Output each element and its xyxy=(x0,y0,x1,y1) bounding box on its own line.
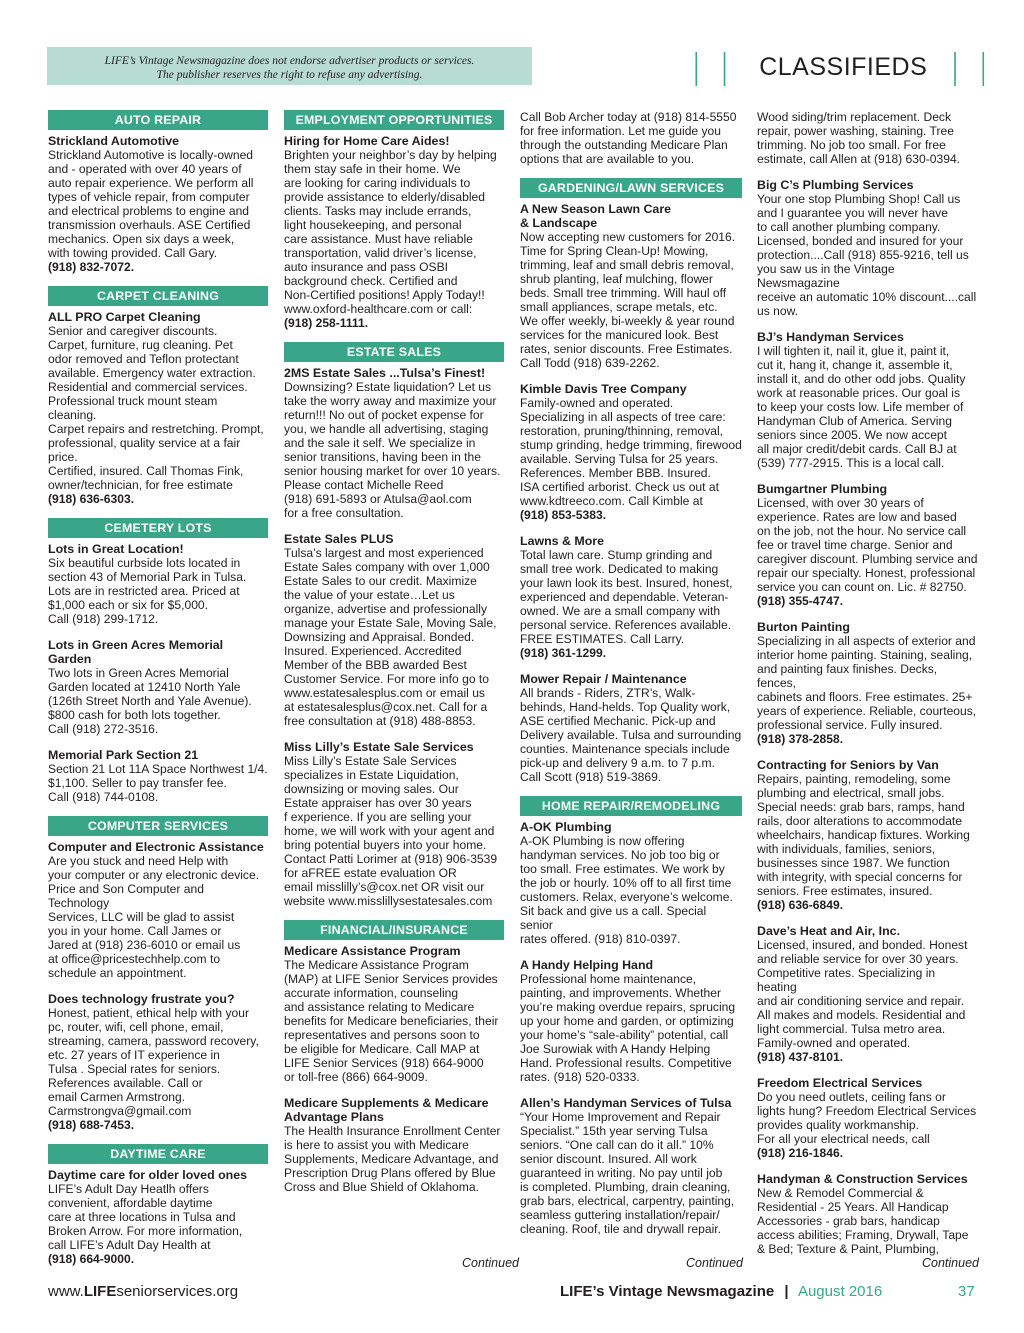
ad-body: Repairs, painting, remodeling, some plumbing and electrical, small jobs. Special needs: grab bars, ramps, hand rails, door alterations to accommodate wheelchairs, handicap fixtures. Working with individuals, families, seniors, businesses since 1987. We function with integrity, with special concerns for seniors. Free estimates, insured. xyxy=(757,772,970,898)
footer-separator: | xyxy=(784,1283,789,1300)
ad-body: A-OK Plumbing is now offering handyman services. No job too big or too small. Free estimates. We work by the job or hourly. 10% off to all first time customers. Relax, everyone’s welcome. Sit back and give us a call. Special senior rates offered. (918) 810-0397. xyxy=(520,834,733,946)
ad-body: Senior and caregiver discounts. Carpet, furniture, rug cleaning. Pet odor removed and Teflon protectant available. Emergency water extraction. Residential and commercial services. Professional truck mount steam cleaning. Carpet repairs and restretching. Prompt, professional, quality service at a fair price. Certified, insured. Call Thomas Fink, owner/technician, for free estimate xyxy=(48,324,264,492)
classified-ad xyxy=(520,202,742,370)
ad-phone: (918) 853-5383. xyxy=(520,508,607,522)
ad-body: Brighten your neighbor’s day by helping them stay safe in their home. We are looking for caring individuals to provide assistance to elderly/disabled clients. Tasks may include errands, light housekeeping, and personal care assistance. Must have reliable transportation, valid driver’s license, auto insurance and pass OSBI background check. Certified and Non-Certified positions! Apply Today!! www.oxford-healthcare.com or call: xyxy=(284,148,497,316)
classified-ad xyxy=(757,178,978,318)
classified-ad xyxy=(284,740,504,908)
ad-title: Miss Lilly’s Estate Sale Services xyxy=(284,740,474,754)
classified-ad xyxy=(48,1168,268,1266)
section-header: CARPET CLEANING xyxy=(48,286,268,306)
ad-phone: (918) 664-9000. xyxy=(48,1252,135,1266)
classified-ad xyxy=(520,382,742,522)
ad-title: ALL PRO Carpet Cleaning xyxy=(48,310,201,324)
ad-body: The Health Insurance Enrollment Center is here to assist you with Medicare Supplements, Medicare Advantage, and Prescription Drug Plans offered by Blue Cross and Blue Shield of Oklahoma. xyxy=(284,1124,501,1194)
section-header: DAYTIME CARE xyxy=(48,1144,268,1164)
section-header: ESTATE SALES xyxy=(284,342,504,362)
ad-body: Your one stop Plumbing Shop! Call us and I guarantee you will never have to call another plumbing company. Licensed, bonded and insured for your protection....Call (918) 855-9216, tell us you saw us in the Vintage Newsmagazine receive an automatic 10% discount....call us now. xyxy=(757,192,977,318)
ad-title: Medicare Supplements & Medicare Advantage Plans xyxy=(284,1096,489,1124)
classified-ad xyxy=(520,1096,742,1236)
ad-body: I will tighten it, nail it, glue it, paint it, cut it, hang it, change it, assemble it, install it, and do other odd jobs. Quality work at reasonable prices. Our goal is to keep your costs low. Life member of Handyman Club of America. Serving seniors since 2005. We now accept all major credit/debit cards. Call BJ at (539) 777-2915. This is a local call. xyxy=(757,344,966,470)
ad-phone: (918) 636-6849. xyxy=(757,898,844,912)
ad-title: Estate Sales PLUS xyxy=(284,532,394,546)
classified-ad xyxy=(48,134,268,274)
ad-title: A-OK Plumbing xyxy=(520,820,612,834)
ad-body: Strickland Automotive is locally-owned and - operated with over 40 years of auto repair experience. We perform all types of vehicle repair, from computer and electrical problems to engine and transmission overhauls. ASE Certified mechanics. Open six days a week, with towing provided. Call Gary. xyxy=(48,148,254,260)
ad-title: Computer and Electronic Assistance xyxy=(48,840,264,854)
ad-body: “Your Home Improvement and Repair Specialist.” 15th year serving Tulsa seniors. “One call can do it all.” 10% senior discount. Insured. All work guaranteed in writing. No pay until job is completed. Plumbing, drain cleaning, grab bars, electrical, carpentry, painting, seamless guttering installation/repair/ cleaning. Roof, tile and drywall repair. xyxy=(520,1110,735,1236)
ad-title: BJ’s Handyman Services xyxy=(757,330,904,344)
disclaimer-box xyxy=(47,47,532,85)
disclaimer-line-2: The publisher reserves the right to refuse any advertising. xyxy=(156,69,423,81)
ad-title: Hiring for Home Care Aides! xyxy=(284,134,450,148)
section-header: HOME REPAIR/REMODELING xyxy=(520,796,742,816)
classified-ad xyxy=(757,330,978,470)
ad-body: New & Remodel Commercial & Residential - 25 Years. All Handicap Accessories - grab bars, handicap access abilities; Framing, Drywall, Tape & Bed; Texture & Paint, Plumbing, xyxy=(757,1186,969,1256)
classified-ad xyxy=(757,620,978,746)
continued-label: Continued xyxy=(462,1256,519,1270)
ad-body: Professional home maintenance, painting, and improvements. Whether you’re making overdue repairs, sprucing up your home and garden, or optimizing your home’s “sale-ability” potential, call Joe Surowiak with A Handy Helping Hand. Professional results. Competitive rates. (918) 520-0333. xyxy=(520,972,736,1084)
ad-title: Dave’s Heat and Air, Inc. xyxy=(757,924,901,938)
ad-title: Burton Painting xyxy=(757,620,850,634)
ad-body: Family-owned and operated. Specializing in all aspects of tree care: restoration, pruning/thinning, removal, stump grinding, hedge trimming, firewood available. Serving Tulsa for 25 years. References. Member BBB. Insured. ISA certified arborist. Check us out at www.kdtreeco.com. Call Kimble at xyxy=(520,396,742,508)
ad-body: Licensed, with over 30 years of experience. Rates are low and based on the job, not the hour. No service call fee or travel time charge. Senior and caregiver discount. Plumbing service and repair our specialty. Honest, professional service you can count on. Lic. # 82750. xyxy=(757,496,978,594)
ad-title: Allen’s Handyman Services of Tulsa xyxy=(520,1096,732,1110)
page-title: CLASSIFIEDS xyxy=(759,53,928,81)
classified-ad xyxy=(520,110,742,166)
footer-website[interactable] xyxy=(48,1283,238,1300)
ad-body: Call Bob Archer today at (918) 814-5550 for free information. Let me guide you through the outstanding Medicare Plan options that are available to you. xyxy=(520,110,737,166)
section-header: CEMETERY LOTS xyxy=(48,518,268,538)
ad-body: Now accepting new customers for 2016. Time for Spring Clean-Up! Mowing, trimming, leaf and small debris removal, shrub planting, leaf mulching, flower beds. Small tree trimming. Will haul off small appliances, scrape metals, etc. We offer weekly, bi-weekly & year round services for the manicured look. Best rates, senior discounts. Free Estimates. Call Todd (918) 639-2262. xyxy=(520,230,736,370)
ad-title: A Handy Helping Hand xyxy=(520,958,654,972)
ad-body: Section 21 Lot 11A Space Northwest 1/4. $1,100. Seller to pay transfer fee. Call (918) 744-0108. xyxy=(48,762,268,804)
issue-month: August 2016 xyxy=(797,1283,883,1300)
ad-title: 2MS Estate Sales ...Tulsa’s Finest! xyxy=(284,366,486,380)
ad-body: Are you stuck and need Help with your computer or any electronic device. Price and Son Computer and Technology Services, LLC will be glad to assist you in your home. Call James or Jared at (918) 236-6010 or email us at office@pricestechhelp.com to schedule an appointment. xyxy=(48,854,260,980)
section-header: GARDENING/LAWN SERVICES xyxy=(520,178,742,198)
ad-title: Lawns & More xyxy=(520,534,604,548)
ad-body: Do you need outlets, ceiling fans or lights hung? Freedom Electrical Services provides quality workmanship. For all your electrical needs, call xyxy=(757,1090,977,1146)
ad-body: All brands - Riders, ZTR’s, Walk- behinds, Hand-helds. Top Quality work, ASE certified Mechanic. Pick-up and Delivery available. Tulsa and surrounding counties. Maintenance specials include pick-up and delivery 9 a.m. to 7 p.m. Call Scott (918) 519-3869. xyxy=(520,686,742,784)
ad-title: Does technology frustrate you? xyxy=(48,992,235,1006)
classified-ad xyxy=(48,748,268,804)
ad-title: Contracting for Seniors by Van xyxy=(757,758,939,772)
ad-phone: (918) 361-1299. xyxy=(520,646,607,660)
column-2 xyxy=(284,110,504,1206)
website-suffix: seniorservices.org xyxy=(116,1283,239,1300)
classified-ad xyxy=(48,542,268,626)
ad-phone: (918) 378-2858. xyxy=(757,732,844,746)
column-1 xyxy=(48,110,268,1278)
classified-ad xyxy=(757,1076,978,1160)
ad-title: Strickland Automotive xyxy=(48,134,180,148)
ad-phone: (918) 832-7072. xyxy=(48,260,135,274)
classified-ad xyxy=(757,1172,978,1256)
classified-ad xyxy=(520,534,742,660)
website-prefix: www. xyxy=(48,1283,84,1300)
classified-ad xyxy=(284,944,504,1084)
ad-body: Specializing in all aspects of exterior and interior home painting. Staining, sealing, and painting faux finishes. Decks, fences, cabinets and floors. Free estimates. 25+ years of experience. Reliable, courteous, professional service. Fully insured. xyxy=(757,634,977,732)
ad-title: Lots in Green Acres Memorial Garden xyxy=(48,638,224,666)
ad-title: Big C’s Plumbing Services xyxy=(757,178,914,192)
disclaimer-line-1: LIFE’s Vintage Newsmagazine does not endorse advertiser products or services. xyxy=(104,55,475,67)
ad-title: Daytime care for older loved ones xyxy=(48,1168,248,1182)
column-3 xyxy=(520,110,742,1248)
ad-body: Wood siding/trim replacement. Deck repair, power washing, staining. Tree trimming. No job too small. For free estimate, call Allen at (918) 630-0394. xyxy=(757,110,961,166)
website-brand: LIFE xyxy=(83,1283,117,1300)
ad-title: Bumgartner Plumbing xyxy=(757,482,888,496)
ad-body: Two lots in Green Acres Memorial Garden located at 12410 North Yale (126th Street North and Yale Avenue). $800 cash for both lots together. Call (918) 272-3516. xyxy=(48,666,252,736)
ad-phone: (918) 688-7453. xyxy=(48,1118,135,1132)
ad-body: Licensed, insured, and bonded. Honest and reliable service for over 30 years. Competitive rates. Specializing in heating and air conditioning service and repair. All makes and models. Residential and light commercial. Tulsa metro area. Family-owned and operated. xyxy=(757,938,968,1050)
classified-ad xyxy=(48,310,268,506)
classified-ad xyxy=(284,366,504,520)
ad-body: Six beautiful curbside lots located in section 43 of Memorial Park in Tulsa. Lots are in restricted area. Priced at $1,000 each or six for $5,000. Call (918) 299-1712. xyxy=(48,556,247,626)
continued-label: Continued xyxy=(686,1256,743,1270)
ad-title: Freedom Electrical Services xyxy=(757,1076,923,1090)
header-bars-right: | | xyxy=(949,47,992,87)
header-bars-left: | | xyxy=(690,47,734,87)
ad-title: Lots in Great Location! xyxy=(48,542,184,556)
classified-ad xyxy=(757,482,978,608)
classified-ad xyxy=(48,840,268,980)
continued-label: Continued xyxy=(922,1256,979,1270)
classified-ad xyxy=(48,638,268,736)
ad-body: Total lawn care. Stump grinding and small tree work. Dedicated to making your lawn look its best. Insured, honest, experienced and dependable. Veteran- owned. We are a small company with personal service. References available. FREE ESTIMATES. Call Larry. xyxy=(520,548,733,646)
classified-ad xyxy=(520,672,742,784)
magazine-name: LIFE’s Vintage Newsmagazine xyxy=(560,1283,775,1300)
page-header xyxy=(691,46,993,88)
ad-title: Handyman & Construction Services xyxy=(757,1172,968,1186)
ad-phone: (918) 636-6303. xyxy=(48,492,135,506)
ad-phone: (918) 258-1111. xyxy=(284,316,369,330)
footer-publication xyxy=(560,1283,882,1300)
ad-phone: (918) 355-4747. xyxy=(757,594,844,608)
ad-body: Honest, patient, ethical help with your pc, router, wifi, cell phone, email, streaming, camera, password recovery, etc. 27 years of IT experience in Tulsa . Special rates for seniors. References available. Call or email Carmen Armstrong. Carmstrongva@gmail.com xyxy=(48,1006,259,1118)
classified-ad xyxy=(284,1096,504,1194)
classified-ad xyxy=(284,134,504,330)
classified-ad xyxy=(757,110,978,166)
classified-ad xyxy=(757,924,978,1064)
ad-title: Memorial Park Section 21 xyxy=(48,748,199,762)
ad-title: Mower Repair / Maintenance xyxy=(520,672,687,686)
ad-body: LIFE’s Adult Day Heatlh offers convenient, affordable daytime care at three locations in Tulsa and Broken Arrow. For more information, call LIFE’s Adult Day Health at xyxy=(48,1182,243,1252)
section-header: COMPUTER SERVICES xyxy=(48,816,268,836)
ad-title: Medicare Assistance Program xyxy=(284,944,461,958)
page-number: 37 xyxy=(958,1283,975,1300)
ad-title: Kimble Davis Tree Company xyxy=(520,382,687,396)
ad-title: A New Season Lawn Care & Landscape xyxy=(520,202,672,230)
column-4 xyxy=(757,110,978,1268)
ad-phone: (918) 216-1846. xyxy=(757,1146,844,1160)
section-header: AUTO REPAIR xyxy=(48,110,268,130)
classified-ad xyxy=(520,958,742,1084)
ad-body: Downsizing? Estate liquidation? Let us take the worry away and maximize your return!!! No out of pocket expense for you, we handle all advertising, staging and the sale it self. We specialize in senior transitions, having been in the senior housing market for over 10 years. Please contact Michelle Reed (918) 691-5893 or Atulsa@aol.com for a free consultation. xyxy=(284,380,501,520)
section-header: EMPLOYMENT OPPORTUNITIES xyxy=(284,110,504,130)
classified-ad xyxy=(284,532,504,728)
ad-body: Tulsa’s largest and most experienced Estate Sales company with over 1,000 Estate Sales to our credit. Maximize the value of your estate…Let us organize, advertise and professionally manage your Estate Sale, Moving Sale, Downsizing and Appraisal. Bonded. Insured. Experienced. Accredited Member of the BBB awarded Best Customer Service. For more info go to www.estatesalesplus.com or email us at estatesalesplus@cox.net. Call for a free consultation at (918) 488-8853. xyxy=(284,546,497,728)
ad-body: Miss Lilly’s Estate Sale Services specializes in Estate Liquidation, downsizing or moving sales. Our Estate appraiser has over 30 years f experience. If you are selling your home, we will work with your agent and bring potential buyers into your home. Contact Patti Lorimer at (918) 906-3539 for aFREE estate evaluation OR email misslilly’s@cox.net OR visit our website www.misslillysestatesales.com xyxy=(284,754,498,908)
classified-ad xyxy=(48,992,268,1132)
section-header: FINANCIAL/INSURANCE xyxy=(284,920,504,940)
ad-body: The Medicare Assistance Program (MAP) at LIFE Senior Services provides accurate information, counseling and assistance relating to Medicare benefits for Medicare beneficiaries, their representatives and persons soon to be eligible for Medicare. Call MAP at LIFE Senior Services (918) 664-9000 or toll-free (866) 664-9009. xyxy=(284,958,499,1084)
classified-ad xyxy=(757,758,978,912)
classified-ad xyxy=(520,820,742,946)
ad-phone: (918) 437-8101. xyxy=(757,1050,844,1064)
